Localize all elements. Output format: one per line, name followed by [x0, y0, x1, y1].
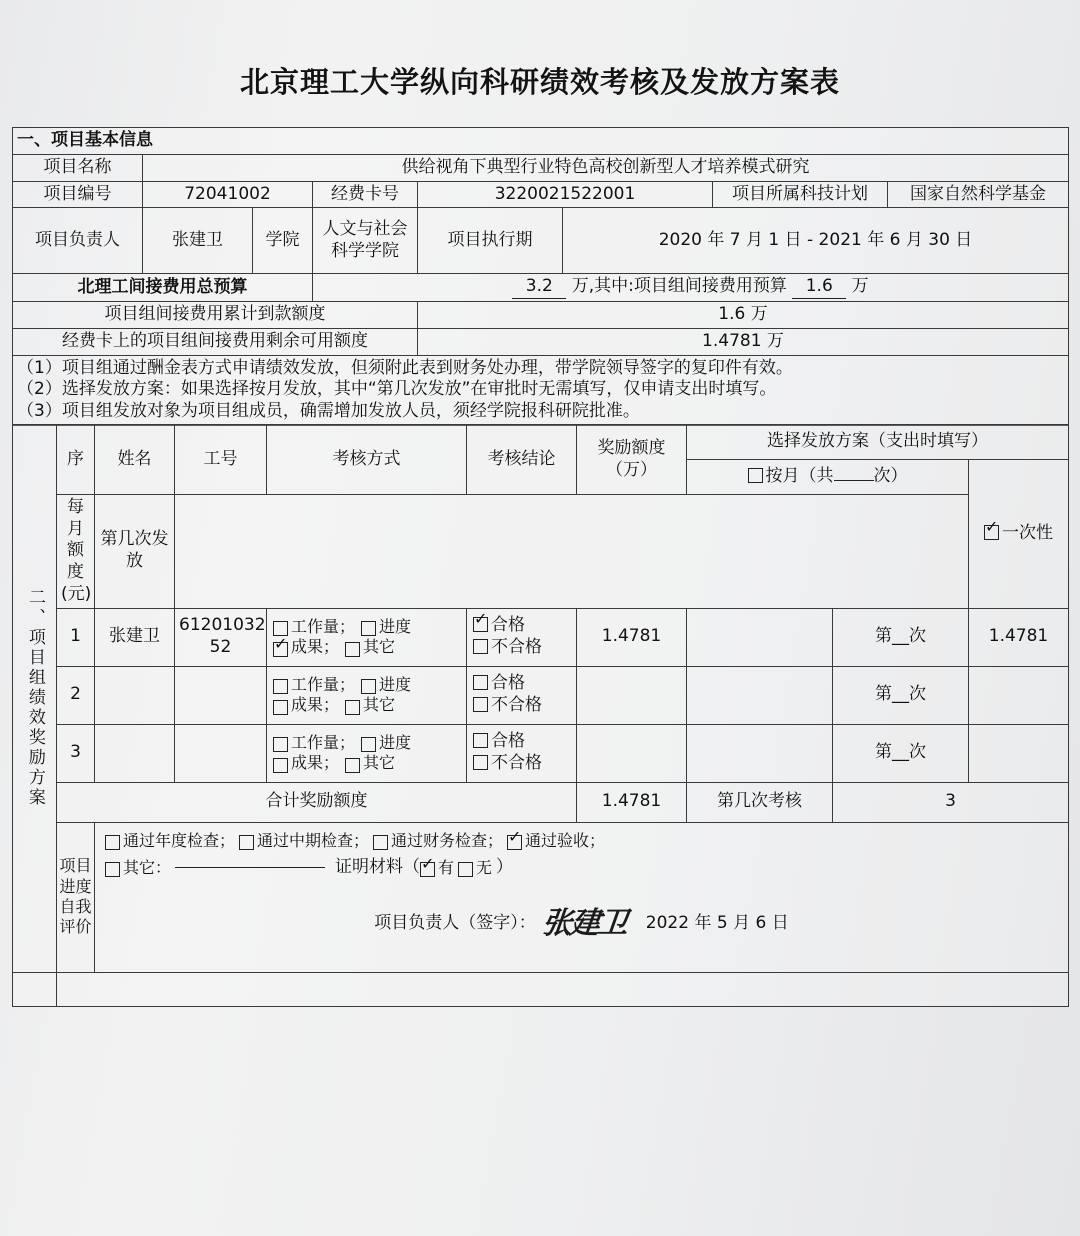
- label-remain: 经费卡上的项目组间接费用剩余可用额度: [13, 328, 418, 355]
- header-name: 姓名: [95, 425, 175, 495]
- row2-name: [95, 666, 175, 724]
- opt-result-label: 成果；: [291, 637, 340, 656]
- row1-one-time: 1.4781: [969, 608, 1069, 666]
- row2-which-time: 第__次: [833, 666, 969, 724]
- self-eval-label: 项目进度自我评价: [57, 822, 95, 972]
- row2-checkbox-other[interactable]: [345, 700, 360, 715]
- row3-one-time: [969, 724, 1069, 782]
- row3-seq: 3: [57, 724, 95, 782]
- row1-per-month: [687, 608, 833, 666]
- label-proof-no: 无: [476, 857, 493, 877]
- row2-seq: 2: [57, 666, 95, 724]
- table-row: [13, 181, 1069, 208]
- header-monthly-pre: 按月（共: [765, 466, 834, 486]
- header-which-time: 第几次发放: [95, 494, 175, 608]
- row1-assess-result: [467, 608, 577, 666]
- opt-other-label: 其它: [363, 637, 396, 656]
- row2-checkbox-result[interactable]: [273, 700, 288, 715]
- label-indirect-total: 北理工间接费用总预算: [13, 274, 313, 302]
- opt-other-label: 其它: [363, 753, 396, 772]
- row3-award-amount: [577, 724, 687, 782]
- row1-checkbox-pass[interactable]: [473, 617, 488, 632]
- header-award-amount-line2: （万）: [606, 459, 657, 480]
- table-row: [13, 274, 1069, 302]
- header-staff-id: 工号: [175, 425, 267, 495]
- opt-workload-label: 工作量；: [291, 674, 356, 694]
- section2-table: [12, 424, 1069, 1006]
- header-award-amount-line1: 奖励额度: [597, 437, 666, 458]
- label-proof-yes: 有: [438, 857, 455, 877]
- opt-progress-label: 进度: [379, 616, 412, 636]
- value-indirect-total: 3.2: [512, 276, 566, 299]
- row1-staff-id-line2: 52: [209, 637, 232, 657]
- other-eval-input[interactable]: [175, 867, 325, 868]
- row2-staff-id: [175, 666, 267, 724]
- table-row: [13, 154, 1069, 181]
- signature-image: 张建卫: [540, 905, 628, 941]
- row3-checkbox-result[interactable]: [273, 758, 288, 773]
- footer-side-cell: [13, 972, 57, 1006]
- opt-result-label: 成果；: [291, 695, 340, 714]
- row1-checkbox-progress[interactable]: [361, 621, 376, 636]
- table-row: [13, 302, 1069, 329]
- notes-cell: [13, 355, 1069, 425]
- label-finance-check: 通过财务检查；: [391, 830, 504, 850]
- row3-checkbox-other[interactable]: [345, 758, 360, 773]
- row1-checkbox-other[interactable]: [345, 642, 360, 657]
- table-row: [13, 128, 1069, 155]
- value-college: 人文与社会科学学院: [313, 208, 418, 274]
- label-proof-close: ）: [496, 856, 514, 877]
- table-row: [13, 608, 1069, 666]
- checkbox-proof-yes[interactable]: [420, 862, 435, 877]
- header-monthly-post: 次）: [873, 466, 908, 486]
- label-received: 项目组间接费用累计到款额度: [13, 302, 418, 329]
- row1-checkbox-result[interactable]: [273, 642, 288, 657]
- label-project-no: 项目编号: [13, 181, 143, 208]
- nth-assess-label: 第几次考核: [687, 782, 833, 822]
- label-college: 学院: [253, 208, 313, 274]
- header-assess-result: 考核结论: [467, 425, 577, 495]
- header-one-time-label: 一次性: [1002, 522, 1054, 543]
- opt-pass-label: 合格: [491, 731, 525, 752]
- row3-checkbox-progress[interactable]: [361, 737, 376, 752]
- page-title: 北京理工大学纵向科研绩效考核及发放方案表: [239, 65, 840, 99]
- value-remain: 1.4781 万: [418, 328, 1069, 355]
- header-seq: 序: [57, 425, 95, 495]
- notes-row: [13, 355, 1069, 425]
- row3-checkbox-fail[interactable]: [473, 755, 488, 770]
- table-row: [13, 666, 1069, 724]
- header-award-amount: [577, 425, 687, 495]
- value-indirect-group: 1.6: [792, 276, 846, 299]
- row1-name: 张建卫: [95, 608, 175, 666]
- label-other-eval: 其它：: [123, 857, 172, 877]
- row1-checkbox-fail[interactable]: [473, 639, 488, 654]
- value-received: 1.6 万: [418, 302, 1069, 329]
- row2-checkbox-pass[interactable]: [473, 675, 488, 690]
- checkbox-mid-check[interactable]: [239, 835, 254, 850]
- label-annual-check: 通过年度检查；: [123, 830, 236, 850]
- label-project-name: 项目名称: [13, 154, 143, 181]
- row1-assess-method: [267, 608, 467, 666]
- row2-per-month: [687, 666, 833, 724]
- footer-cell: [57, 972, 1069, 1006]
- self-eval-content: [95, 822, 1069, 972]
- header-one-time: [969, 460, 1069, 609]
- section1-heading: 一、项目基本信息: [13, 128, 1069, 155]
- opt-workload-label: 工作量；: [291, 732, 356, 752]
- header-plan-group: 选择发放方案（支出时填写）: [687, 425, 1069, 460]
- header-monthly: [687, 460, 969, 495]
- row2-assess-method: [267, 666, 467, 724]
- opt-fail-label: 不合格: [491, 753, 542, 773]
- row2-checkbox-progress[interactable]: [361, 679, 376, 694]
- monthly-count-input[interactable]: [834, 480, 874, 481]
- nth-assess-value: 3: [833, 782, 1069, 822]
- label-leader: 项目负责人: [13, 208, 143, 274]
- opt-workload-label: 工作量；: [291, 616, 356, 636]
- table-row: [13, 972, 1069, 1006]
- side-label-text: 二、项目组绩效奖励方案: [24, 588, 45, 809]
- value-project-no: 72041002: [143, 181, 313, 208]
- table-row: [13, 822, 1069, 972]
- header-per-month: 每月额度(元): [57, 494, 95, 608]
- row3-checkbox-workload[interactable]: [273, 737, 288, 752]
- opt-pass-label: 合格: [491, 673, 525, 694]
- total-label: 合计奖励额度: [57, 782, 577, 822]
- value-indirect-budget: [313, 274, 1069, 302]
- table-row: [13, 724, 1069, 782]
- label-signature: 项目负责人（签字）：: [374, 913, 536, 934]
- label-plan: 项目所属科技计划: [713, 181, 888, 208]
- row3-name: [95, 724, 175, 782]
- label-acceptance: 通过验收；: [525, 830, 606, 850]
- table-row: [13, 328, 1069, 355]
- row2-one-time: [969, 666, 1069, 724]
- checkbox-annual-check[interactable]: [105, 835, 120, 850]
- checkbox-other-eval[interactable]: [105, 862, 120, 877]
- label-proof: 证明材料（: [335, 856, 421, 877]
- row2-checkbox-fail[interactable]: [473, 697, 488, 712]
- opt-result-label: 成果；: [291, 753, 340, 772]
- opt-fail-label: 不合格: [491, 637, 542, 657]
- row3-assess-method: [267, 724, 467, 782]
- note-1: （1）项目组通过酬金表方式申请绩效发放，但须附此表到财务处办理，带学院领导签字的复印件有效。: [17, 357, 793, 378]
- row3-per-month: [687, 724, 833, 782]
- value-period: 2020 年 7 月 1 日 - 2021 年 6 月 30 日: [563, 208, 1069, 274]
- unit-wan: 万: [851, 276, 869, 297]
- table-row: [13, 782, 1069, 822]
- note-3: （3）项目组发放对象为项目组成员，确需增加发放人员，须经学院报科研院批准。: [17, 401, 640, 421]
- row1-award-amount: 1.4781: [577, 608, 687, 666]
- section2-side-label: [13, 425, 57, 972]
- checkbox-one-time[interactable]: [984, 525, 999, 540]
- note-2: （2）选择发放方案：如果选择按月发放，其中“第几次发放”在审批时无需填写，仅申请支出时填写。: [17, 379, 777, 400]
- row2-award-amount: [577, 666, 687, 724]
- row1-which-time: 第__次: [833, 608, 969, 666]
- opt-other-label: 其它: [363, 695, 396, 714]
- row1-staff-id: [175, 608, 267, 666]
- label-period: 项目执行期: [418, 208, 563, 274]
- table-row: [13, 494, 1069, 608]
- row2-checkbox-workload[interactable]: [273, 679, 288, 694]
- label-mid-check: 通过中期检查；: [257, 830, 370, 850]
- checkbox-acceptance[interactable]: [507, 835, 522, 850]
- checkbox-finance-check[interactable]: [373, 835, 388, 850]
- row3-which-time: 第__次: [833, 724, 969, 782]
- opt-progress-label: 进度: [379, 732, 412, 752]
- opt-progress-label: 进度: [379, 674, 412, 694]
- row3-staff-id: [175, 724, 267, 782]
- label-indirect-mid: 万,其中:项目组间接费用预算: [571, 276, 787, 297]
- header-assess-method: 考核方式: [267, 425, 467, 495]
- table-row: [13, 425, 1069, 460]
- opt-pass-label: 合格: [491, 615, 525, 636]
- row2-assess-result: [467, 666, 577, 724]
- section1-table: [12, 127, 1069, 426]
- row3-assess-result: [467, 724, 577, 782]
- label-fund-card: 经费卡号: [313, 181, 418, 208]
- total-value: 1.4781: [577, 782, 687, 822]
- signature-date: 2022 年 5 月 6 日: [645, 913, 789, 934]
- table-row: [13, 208, 1069, 274]
- value-plan: 国家自然科学基金: [888, 181, 1069, 208]
- checkbox-monthly[interactable]: [748, 468, 763, 483]
- opt-fail-label: 不合格: [491, 695, 542, 715]
- checkbox-proof-no[interactable]: [458, 862, 473, 877]
- row1-staff-id-line1: 61201032: [179, 615, 266, 636]
- row1-seq: 1: [57, 608, 95, 666]
- value-project-name: 供给视角下典型行业特色高校创新型人才培养模式研究: [143, 154, 1069, 181]
- row3-checkbox-pass[interactable]: [473, 733, 488, 748]
- value-fund-card: 3220021522001: [418, 181, 713, 208]
- value-leader: 张建卫: [143, 208, 253, 274]
